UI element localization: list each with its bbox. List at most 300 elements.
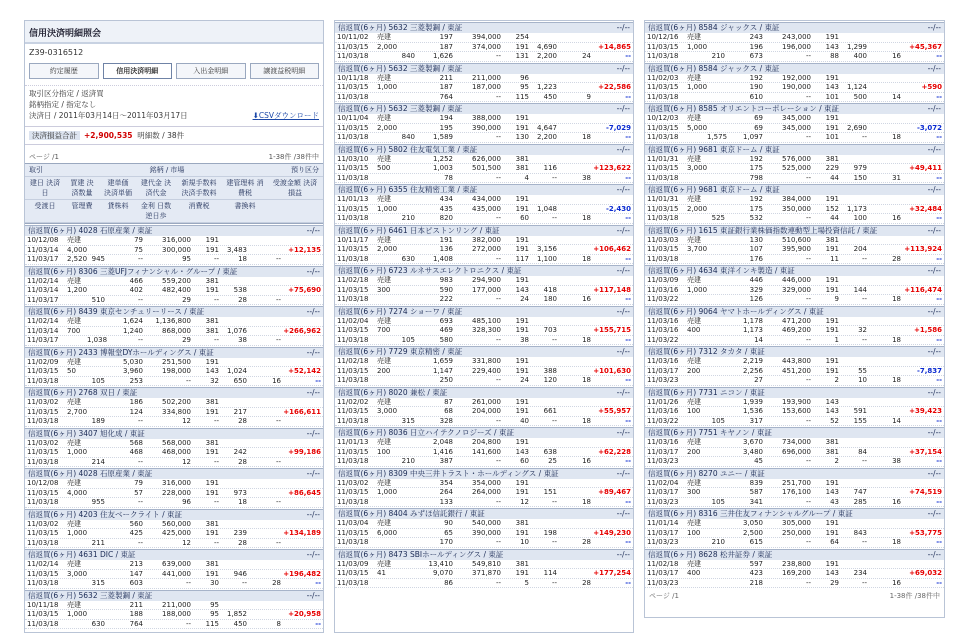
header-row-2 (25, 177, 323, 200)
record-cell: 955 (91, 498, 105, 506)
record-cell: 482,400 (162, 286, 191, 294)
record-cell (685, 93, 707, 102)
record-cell: 381 (515, 559, 529, 568)
record-cell (249, 317, 283, 326)
settlement-record (335, 468, 633, 508)
record-cell: 105 (711, 497, 725, 506)
record-title: 信返買(6ヶ月) 8309 中央三井トラスト・ホールディングス / 東証 (338, 468, 559, 478)
record-cell: 630 (401, 254, 415, 263)
record-cell: 191 (205, 236, 219, 244)
record-cell: 売建 (377, 316, 391, 325)
record-header[interactable] (645, 184, 944, 195)
record-cell: 1,000 (687, 285, 707, 294)
record-cell: 売建 (67, 317, 81, 325)
record-cell: -- (275, 255, 281, 263)
record-title: 信返買(6ヶ月) 6461 日本ピストンリング / 東証 (338, 225, 500, 235)
record-cell: 11/03/15 (647, 245, 679, 253)
record-cell: -- (495, 173, 501, 182)
record-cell: 371,870 (472, 569, 501, 577)
settlement-pl: -- (625, 497, 631, 506)
settlement-record (335, 265, 633, 305)
record-row (25, 560, 323, 570)
record-cell: 売建 (687, 478, 701, 487)
record-row (645, 245, 944, 255)
record-cell: 40 (520, 416, 529, 425)
record-cell: 10 (520, 538, 529, 546)
record-cell: 381 (205, 398, 219, 406)
record-cell (531, 74, 559, 83)
record-cell: 254 (515, 33, 529, 41)
record-row (335, 286, 633, 296)
record-cell: 12 (182, 417, 191, 425)
record-header[interactable] (25, 306, 323, 317)
record-cell: 2 (834, 457, 839, 465)
record-cell (869, 519, 903, 528)
record-cell (841, 114, 869, 123)
settlement-pl (903, 236, 944, 245)
record-cell: 191 (205, 448, 219, 456)
record-cell (87, 448, 107, 457)
record-cell: 1,173 (846, 204, 867, 213)
record-cell: 18 (238, 255, 247, 263)
record-cell: 131 (515, 52, 529, 60)
record-cell: 2,500 (742, 528, 763, 537)
record-custody: --/-- (616, 266, 630, 275)
record-cell: 売建 (687, 559, 701, 568)
record-cell (87, 570, 107, 579)
record-cell: 1,000 (687, 42, 707, 51)
record-cell: 979 (853, 164, 867, 172)
record-row (25, 458, 323, 468)
tab-trade-history[interactable]: 約定履歴 (29, 63, 99, 79)
record-custody: --/-- (927, 428, 941, 437)
record-cell: 16 (892, 52, 901, 60)
record-row (25, 336, 323, 346)
record-cell: 285 (853, 497, 867, 506)
record-header[interactable] (645, 468, 944, 479)
record-cell: 2,048 (432, 438, 453, 446)
record-cell: 11/03/18 (27, 538, 59, 547)
record-cell: 1,223 (536, 83, 557, 91)
record-cell (559, 155, 593, 164)
record-cell: 191 (515, 397, 529, 406)
record-cell (869, 479, 903, 488)
settlement-record (25, 225, 323, 265)
record-row (25, 439, 323, 449)
record-header[interactable] (335, 265, 633, 276)
record-header[interactable] (645, 63, 944, 74)
record-cell: 11/03/15 (27, 529, 59, 537)
record-header[interactable] (645, 346, 944, 357)
record-cell: 11/03/15 (337, 528, 369, 537)
record-cell: 11/03/18 (337, 133, 369, 141)
record-custody: --/-- (306, 226, 320, 235)
record-row (645, 398, 944, 408)
record-cell: 売建 (687, 316, 701, 325)
record-row (645, 236, 944, 246)
record-cell (559, 164, 593, 173)
record-cell: 11/03/18 (647, 133, 679, 141)
record-cell: 328 (439, 416, 453, 425)
record-cell (869, 83, 903, 92)
record-header[interactable] (645, 549, 944, 560)
record-cell: 200 (687, 447, 701, 456)
record-header[interactable] (25, 387, 323, 398)
record-cell (249, 246, 283, 255)
record-header[interactable] (645, 103, 944, 114)
record-cell: -- (495, 497, 501, 506)
record-cell (375, 417, 397, 426)
record-row (645, 155, 944, 165)
record-cell: 187,000 (472, 83, 501, 91)
record-header[interactable] (645, 225, 944, 236)
record-cell (375, 93, 397, 102)
record-cell: -- (861, 578, 867, 587)
record-header[interactable] (335, 225, 633, 236)
record-cell: 18 (582, 376, 591, 384)
record-cell (397, 295, 417, 304)
record-header[interactable] (335, 468, 633, 479)
record-cell: 1,000 (377, 488, 397, 496)
record-cell (397, 245, 417, 254)
record-cell: 345,000 (782, 114, 811, 122)
record-cell: -- (551, 538, 557, 546)
record-cell (559, 529, 593, 538)
record-header[interactable] (645, 144, 944, 155)
record-cell: 32 (858, 326, 867, 334)
settlement-pl: +149,230 (593, 528, 631, 537)
record-cell (707, 376, 727, 385)
record-cell (707, 407, 727, 416)
record-cell (869, 488, 903, 497)
record-cell: 1,124 (846, 83, 867, 91)
record-cell (249, 286, 283, 295)
record-header[interactable] (25, 590, 323, 601)
csv-download-link[interactable] (253, 110, 319, 121)
record-cell: -- (213, 336, 219, 344)
record-cell: 190,000 (782, 83, 811, 91)
tab-deposit-withdrawal[interactable]: 入出金明細 (176, 63, 246, 79)
record-cell: 466 (129, 276, 143, 285)
record-cell: 3,000 (67, 569, 87, 578)
record-cell (249, 367, 283, 376)
record-cell: 売建 (377, 397, 391, 406)
record-cell (869, 164, 903, 173)
record-cell: 400 (687, 569, 701, 577)
record-title: 信返買(6ヶ月) 5802 住友電気工業 / 東証 (338, 144, 478, 154)
record-header[interactable] (645, 22, 944, 33)
record-cell: 502,200 (162, 398, 191, 406)
record-cell: 売建 (67, 479, 81, 487)
record-cell: 11/03/18 (27, 457, 59, 466)
record-cell: -- (861, 133, 867, 141)
record-cell (869, 33, 903, 42)
record-cell (559, 479, 593, 488)
record-cell: 1,852 (226, 610, 247, 618)
record-cell: 798 (749, 173, 763, 182)
record-cell: 673 (749, 52, 763, 60)
record-cell: 16 (892, 214, 901, 222)
record-header[interactable] (335, 144, 633, 155)
settlement-pl (593, 357, 633, 366)
settlement-record (335, 144, 633, 184)
record-row (25, 367, 323, 377)
record-row (335, 214, 633, 224)
record-cell (707, 357, 727, 366)
record-cell: 189 (91, 417, 105, 425)
settlement-pl: +155,715 (593, 326, 631, 334)
record-cell: 1,000 (67, 610, 87, 618)
record-header[interactable] (645, 265, 944, 276)
record-cell: -- (805, 92, 811, 101)
record-cell: 395,900 (782, 245, 811, 253)
record-cell (869, 74, 903, 83)
csv-download-label: CSVダウンロード (258, 111, 319, 120)
record-cell: -- (495, 335, 501, 344)
record-cell (87, 489, 107, 498)
record-cell: 11/03/15 (647, 164, 679, 172)
record-title: 信返買(6ヶ月) 5632 三菱製鋼 / 東証 (338, 63, 463, 73)
record-cell: 381 (825, 447, 839, 456)
record-cell: 11/03/18 (337, 214, 369, 222)
settlement-pl (283, 236, 323, 245)
record-cell (397, 93, 417, 102)
record-cell: -- (805, 376, 811, 384)
record-cell (559, 286, 593, 295)
tab-margin-settlement[interactable]: 信用決済明細 (103, 63, 173, 79)
record-row (335, 174, 633, 184)
record-cell: 売建 (687, 33, 701, 41)
record-header[interactable] (335, 427, 633, 438)
settlement-pl (283, 277, 323, 286)
record-row (645, 164, 944, 174)
record-header[interactable] (335, 63, 633, 74)
record-cell (87, 246, 107, 255)
record-cell: 売建 (377, 559, 391, 568)
record-cell: 24 (520, 295, 529, 303)
record-cell: 11/03/18 (337, 335, 369, 344)
record-cell (685, 376, 707, 385)
record-header[interactable] (335, 22, 633, 33)
record-cell (841, 317, 869, 326)
record-cell: -- (185, 579, 191, 587)
record-header[interactable] (25, 428, 323, 439)
record-title: 信返買(6ヶ月) 8439 東京センチュリーリース / 東証 (28, 307, 205, 316)
record-header[interactable] (335, 346, 633, 357)
record-header[interactable] (335, 549, 633, 560)
record-cell (87, 286, 107, 295)
record-header[interactable] (335, 103, 633, 114)
record-cell: -- (495, 92, 501, 101)
record-cell: 14 (892, 92, 901, 101)
record-cell: 402 (129, 286, 143, 294)
record-cell: 300,000 (162, 245, 191, 254)
col-trade: 取引 (29, 166, 43, 174)
record-cell: 11/03/15 (27, 448, 59, 456)
record-cell (869, 195, 903, 204)
record-cell (531, 114, 559, 123)
record-cell: 191 (825, 276, 839, 284)
record-cell (707, 488, 727, 497)
record-header[interactable] (335, 387, 633, 398)
record-cell: 450 (233, 619, 247, 628)
record-cell (841, 479, 869, 488)
record-cell: 11/03/15 (337, 366, 369, 375)
record-cell: 11/03/22 (647, 335, 679, 344)
record-cell (397, 367, 417, 376)
record-cell: 11/02/14 (27, 560, 59, 568)
record-header[interactable] (25, 225, 323, 236)
record-custody: --/-- (927, 104, 941, 113)
settlement-pl (903, 74, 944, 83)
record-cell: 売建 (377, 276, 391, 284)
record-cell: 売建 (377, 195, 391, 203)
record-cell: 468 (129, 448, 143, 456)
record-cell (559, 114, 593, 123)
record-cell (707, 479, 727, 488)
record-cell (559, 569, 593, 578)
record-cell: 100 (377, 447, 391, 456)
record-cell: -- (275, 336, 281, 344)
record-cell: 18 (892, 335, 901, 344)
record-cell: 500 (377, 164, 391, 172)
record-cell: 11/03/18 (337, 538, 369, 546)
page-footer (645, 588, 944, 604)
page-count: 1-38件 /38件中 (268, 153, 319, 161)
record-cell (685, 295, 707, 304)
record-header[interactable] (645, 508, 944, 519)
settlement-pl (593, 398, 633, 407)
record-cell: 5,000 (687, 123, 707, 132)
record-cell: 747 (853, 488, 867, 496)
record-custody: --/-- (616, 104, 630, 113)
record-cell (707, 83, 727, 92)
record-header[interactable] (335, 306, 633, 317)
record-header[interactable] (25, 509, 323, 520)
record-cell: 1,000 (67, 529, 87, 537)
record-title: 信返買(6ヶ月) 8316 三井住友フィナンシャルグループ / 東証 (648, 509, 853, 518)
record-cell: 11/03/02 (27, 519, 59, 528)
record-list-2 (335, 22, 633, 588)
record-cell: 11/03/18 (337, 52, 369, 60)
record-cell: 1,408 (432, 254, 453, 263)
record-header[interactable] (25, 468, 323, 479)
record-custody: --/-- (927, 63, 941, 73)
settlement-pl: -- (936, 457, 942, 465)
record-row (335, 83, 633, 93)
record-cell (249, 560, 283, 569)
settlement-pl: -- (936, 538, 942, 546)
record-cell: 11/03/18 (27, 498, 59, 506)
record-cell (841, 195, 869, 204)
settlement-record (645, 103, 944, 143)
col-pl: 受渡金額 決済損益 (272, 179, 318, 197)
record-cell: 945 (91, 255, 105, 263)
record-cell: 639,000 (162, 560, 191, 568)
record-header[interactable] (335, 508, 633, 519)
record-row (335, 560, 633, 570)
record-header[interactable] (335, 184, 633, 195)
record-cell: 250 (439, 376, 453, 384)
record-cell: 188,000 (162, 610, 191, 618)
record-header[interactable] (25, 347, 323, 358)
record-cell: 198,000 (162, 367, 191, 375)
record-cell (65, 458, 87, 467)
record-cell: 294,900 (472, 276, 501, 284)
record-cell (707, 367, 727, 376)
record-cell: 191 (205, 286, 219, 294)
record-cell: 191 (515, 204, 529, 213)
record-cell: 11/03/23 (647, 578, 679, 587)
record-cell: 売建 (687, 276, 701, 284)
settlement-pl: -- (936, 295, 942, 303)
settlement-pl: -- (625, 457, 631, 465)
record-cell (685, 214, 707, 223)
record-cell: 124 (129, 407, 143, 416)
record-custody: --/-- (927, 387, 941, 397)
settlement-pl (593, 438, 633, 447)
record-row (335, 93, 633, 103)
record-cell: 11/02/14 (27, 317, 59, 325)
record-cell: 28 (238, 457, 247, 466)
record-cell: 11/03/22 (647, 416, 679, 425)
record-cell: 11/02/14 (27, 276, 59, 285)
record-title: 信返買(6ヶ月) 8404 みずほ信託銀行 / 東証 (338, 509, 485, 518)
settlement-record (645, 468, 944, 508)
record-cell: 136 (439, 245, 453, 253)
record-cell (87, 439, 107, 448)
record-cell: 5,030 (122, 357, 143, 366)
record-row (25, 377, 323, 387)
record-cell (559, 83, 593, 92)
record-cell: 843 (853, 528, 867, 537)
settlement-pl (593, 33, 633, 42)
record-cell: 191 (205, 245, 219, 254)
settlement-pl (903, 438, 944, 447)
record-header[interactable] (25, 266, 323, 277)
record-cell: 88 (830, 52, 839, 60)
record-title: 信返買(6ヶ月) 8585 オリエントコーポレーション / 東証 (648, 104, 840, 113)
record-cell: 10/12/08 (27, 479, 59, 487)
record-cell (221, 317, 249, 326)
record-cell: 191 (825, 245, 839, 253)
record-cell (531, 357, 559, 366)
record-cell: 95 (520, 83, 529, 91)
record-cell (375, 295, 397, 304)
record-header[interactable] (25, 549, 323, 560)
settlement-pl (593, 519, 633, 528)
record-cell: 売建 (687, 397, 701, 406)
record-cell (869, 114, 903, 123)
settlement-pl (593, 276, 633, 285)
record-header[interactable] (645, 387, 944, 398)
settlement-pl: -- (936, 52, 942, 60)
record-cell: 11/03/18 (337, 92, 369, 101)
record-cell: 155 (853, 416, 867, 425)
record-header[interactable] (645, 427, 944, 438)
record-header[interactable] (645, 306, 944, 317)
record-cell: 101 (825, 92, 839, 101)
record-cell (707, 326, 727, 335)
tab-capital-gains-tax[interactable]: 譲渡益税明細 (250, 63, 320, 79)
record-cell: 451,200 (782, 366, 811, 375)
record-row (645, 407, 944, 417)
record-cell: 1,939 (742, 397, 763, 406)
record-cell: 100 (687, 407, 701, 415)
record-cell (869, 529, 903, 538)
record-cell: -- (213, 295, 219, 304)
settlement-pl (593, 479, 633, 488)
